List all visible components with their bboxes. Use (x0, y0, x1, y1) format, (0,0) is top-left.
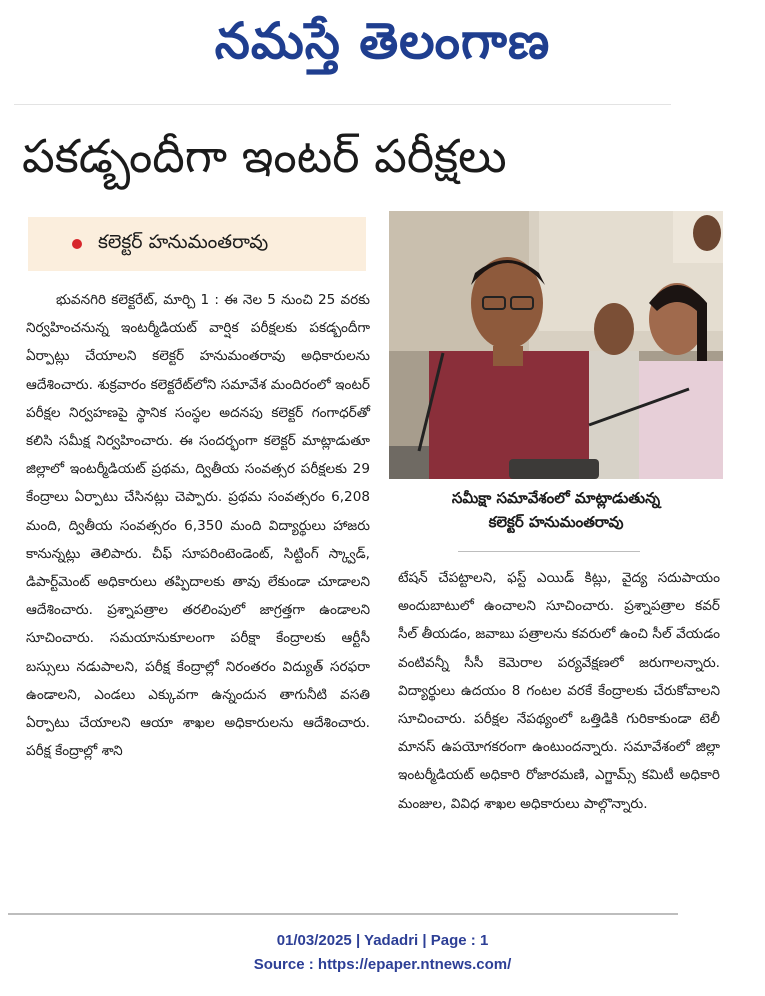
article-body-left (26, 286, 370, 765)
photo-caption-line1: సమీక్షా సమావేశంలో మాట్లాడుతున్న (451, 489, 661, 507)
footer-source: Source : https://epaper.ntnews.com/ (253, 956, 512, 973)
byline-box (28, 217, 366, 271)
footer-divider (8, 913, 678, 915)
photo-caption (389, 486, 723, 534)
news-photo (389, 211, 723, 479)
meeting-photo-illustration (389, 211, 723, 479)
masthead-divider (14, 104, 671, 105)
photo-caption-line2: కలెక్టర్ హనుమంతరావు (488, 513, 624, 531)
byline-text: కలెక్టర్ హనుమంతరావు (98, 230, 269, 253)
footer-dateline: 01/03/2025 | Yadadri | Page : 1 (276, 932, 489, 949)
body-left-paragraph: భువనగిరి కలెక్టరేట్, మార్చి 1 : ఈ నెల 5 నుంచి 25 వరకు నిర్వహించనున్న ఇంటర్మీడియట్ వార్షిక పరీక్షలకు పకడ్బందీగా ఏర్పాట్లు చేయాలని కలెక్టర్ హనుమంతరావు అధికారులను ఆదేశించారు. శుక్రవారం కలెక్టరేట్‌లోని సమావేశ మందిరంలో ఇంటర్ పరీక్షల నిర్వహణపై స్థానిక సంస్థల అదనపు కలెక్టర్ గంగాధర్‌తో కలిసి సమీక్ష నిర్వహించారు. ఈ సందర్భంగా కలెక్టర్ మాట్లాడుతూ జిల్లాలో ఇంటర్మీడియట్ ప్రథమ, ద్వితీయ సంవత్సర పరీక్షలకు 29 కేంద్రాలు ఏర్పాటు చేసినట్లు చెప్పారు. ప్రథమ సంవత్సరం 6,208 మంది, ద్వితీయ సంవత్సరం 6,350 మంది విద్యార్థులు హాజరు కానున్నట్లు తెలిపారు. చీఫ్ సూపరింటెండెంట్, సిట్టింగ్ స్క్వాడ్, డిపార్ట్‌మెంట్ అధికారులు తప్పిదాలకు తావు లేకుండా చూడాలని ఆదేశించారు. ప్రశ్నాపత్రాల తరలింపులో జాగ్రత్తగా ఉండాలని సూచించారు. సమయానుకూలంగా పరీక్షా కేంద్రాలకు ఆర్టీసీ బస్సులు నడుపాలని, పరీక్ష కేంద్రాల్లో నిరంతరం విద్యుత్ సరఫరా ఉండాలని, ఎండలు ఎక్కువగా ఉన్నందున తాగునీటి వసతి ఏర్పాటు చేయాలని ఆయా శాఖల అధికారులను ఆదేశించారు. పరీక్ష కేంద్రాల్లో శాని (26, 292, 370, 760)
article-body-right (398, 564, 720, 818)
caption-divider (458, 551, 640, 552)
newspaper-masthead: నమస్తే తెలంగాణ (214, 11, 551, 70)
article-headline: పకడ్బందీగా ఇంటర్ పరీక్షలు (22, 129, 507, 183)
bullet-icon (72, 239, 82, 249)
body-right-paragraph: టేషన్ చేపట్టాలని, ఫస్ట్ ఎయిడ్ కిట్లు, వైద్య సదుపాయం అందుబాటులో ఉంచాలని సూచించారు. ప్రశ్నాపత్రాల కవర్ సీల్ తీయడం, జవాబు పత్రాలను కవరులో ఉంచి సీల్ వేయడం వంటివన్నీ సీసీ కెమెరాల పర్యవేక్షణలో జరుగాలన్నారు. విద్యార్థులు ఉదయం 8 గంటల వరకే కేంద్రాలకు చేరుకోవాలని సూచించారు. పరీక్షల నేపథ్యంలో ఒత్తిడికి గురికాకుండా టెలీ మానస్ ఉపయోగకరంగా ఉంటుందన్నారు. సమావేశంలో జిల్లా ఇంటర్మీడియట్ అధికారి రోజారమణి, ఎగ్జామ్స్ కమిటీ అధికారి మంజుల, వివిధ శాఖల అధికారులు పాల్గొన్నారు. (398, 570, 720, 812)
